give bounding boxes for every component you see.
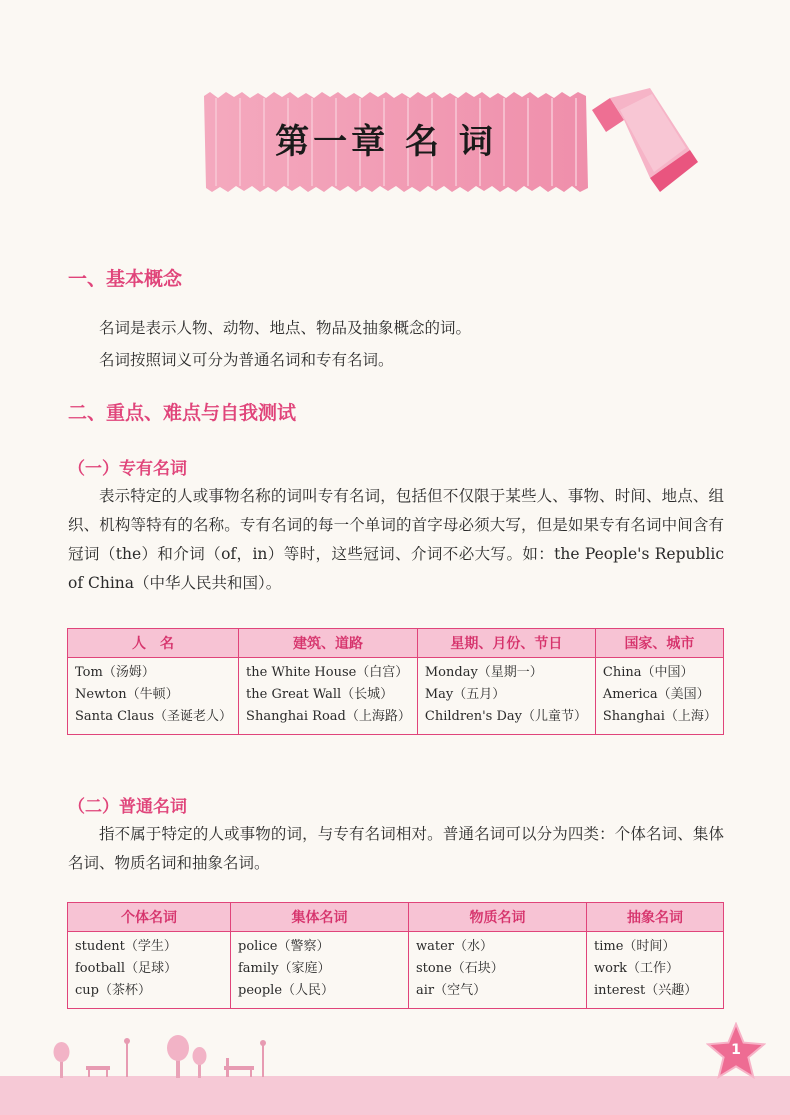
table-entry: people（人民）: [238, 983, 335, 998]
chapter-title: 第一章 名 词: [275, 122, 497, 162]
table-header: 物质名词: [409, 903, 587, 932]
table-cell: [409, 932, 587, 1009]
paragraph: 表示特定的人或事物名称的词叫专有名词，包括但不仅限于某些人、事物、时间、地点、组织、机构等特有的名称。专有名词的每一个单词的首字母必须大写，但是如果专有名词中间含有冠词（the）和介词（of，in）等时，这些冠词、介词不必大写。如：the People's Republic of China（中华人民共和国）。: [68, 487, 724, 592]
table-header: 集体名词: [231, 903, 409, 932]
table-header: 个体名词: [68, 903, 231, 932]
table-header: 星期、月份、节日: [417, 629, 595, 658]
paragraph: 名词按照词义可分为普通名词和专有名词。: [99, 351, 394, 369]
table-cell: [239, 658, 418, 735]
proper-noun-table: [67, 628, 724, 735]
subsection-heading-common-nouns: （二）普通名词: [68, 797, 187, 817]
table-entry: air（空气）: [416, 983, 487, 998]
table-entry: cup（茶杯）: [75, 983, 151, 998]
lamp-post-icon: [124, 1038, 130, 1077]
table-entry: Tom（汤姆）: [75, 665, 155, 680]
table-entry: Santa Claus（圣诞老人）: [75, 709, 233, 724]
subsection-heading-proper-nouns: （一）专有名词: [68, 459, 187, 479]
highlighter-icon: [590, 80, 700, 200]
common-noun-table: [67, 902, 724, 1009]
table-entry: May（五月）: [424, 687, 506, 702]
table-header: 抽象名词: [587, 903, 724, 932]
chapter-banner: [196, 92, 592, 190]
section-heading-basic-concepts: 一、基本概念: [68, 268, 183, 290]
table-entry: Shanghai（上海）: [602, 709, 717, 724]
table-entry: America（美国）: [602, 687, 710, 702]
footer-decoration: [0, 1030, 790, 1115]
table-entry: the White House（白宫）: [246, 665, 409, 680]
table-entry: police（警察）: [238, 939, 330, 954]
table-entry: water（水）: [416, 939, 494, 954]
table-entry: Monday（星期一）: [424, 665, 543, 680]
table-entry: stone（石块）: [416, 961, 504, 976]
table-cell: [595, 658, 723, 735]
bench-icon: [224, 1058, 254, 1077]
table-entry: the Great Wall（长城）: [246, 687, 394, 702]
table-header: 国家、城市: [595, 629, 723, 658]
table-entry: Shanghai Road（上海路）: [246, 709, 411, 724]
table-entry: family（家庭）: [238, 961, 331, 976]
table-cell: [231, 932, 409, 1009]
table-entry: work（工作）: [594, 961, 680, 976]
table-cell: [68, 932, 231, 1009]
table-cell: [417, 658, 595, 735]
section-heading-key-points: 二、重点、难点与自我测试: [68, 402, 297, 424]
table-cell: [68, 658, 239, 735]
page-number: 1: [731, 1042, 741, 1058]
table-entry: China（中国）: [602, 665, 694, 680]
table-entry: football（足球）: [75, 961, 178, 976]
paragraph: 指不属于特定的人或事物的词，与专有名词相对。普通名词可以分为四类：个体名词、集体名词、物质名词和抽象名词。: [68, 825, 724, 872]
table-entry: Newton（牛顿）: [75, 687, 179, 702]
tree-icon: [54, 1042, 70, 1078]
lamp-post-icon: [260, 1040, 266, 1077]
table-cell: [587, 932, 724, 1009]
table-header: 建筑、道路: [239, 629, 418, 658]
bench-icon: [86, 1066, 110, 1077]
table-entry: Children's Day（儿童节）: [424, 709, 588, 724]
table-entry: student（学生）: [75, 939, 177, 954]
table-entry: time（时间）: [594, 939, 676, 954]
tree-icon: [167, 1035, 207, 1078]
table-entry: interest（兴趣）: [594, 983, 698, 998]
paragraph: 名词是表示人物、动物、地点、物品及抽象概念的词。: [99, 319, 472, 337]
page-number-badge: [706, 1022, 766, 1082]
table-header: 人 名: [68, 629, 239, 658]
